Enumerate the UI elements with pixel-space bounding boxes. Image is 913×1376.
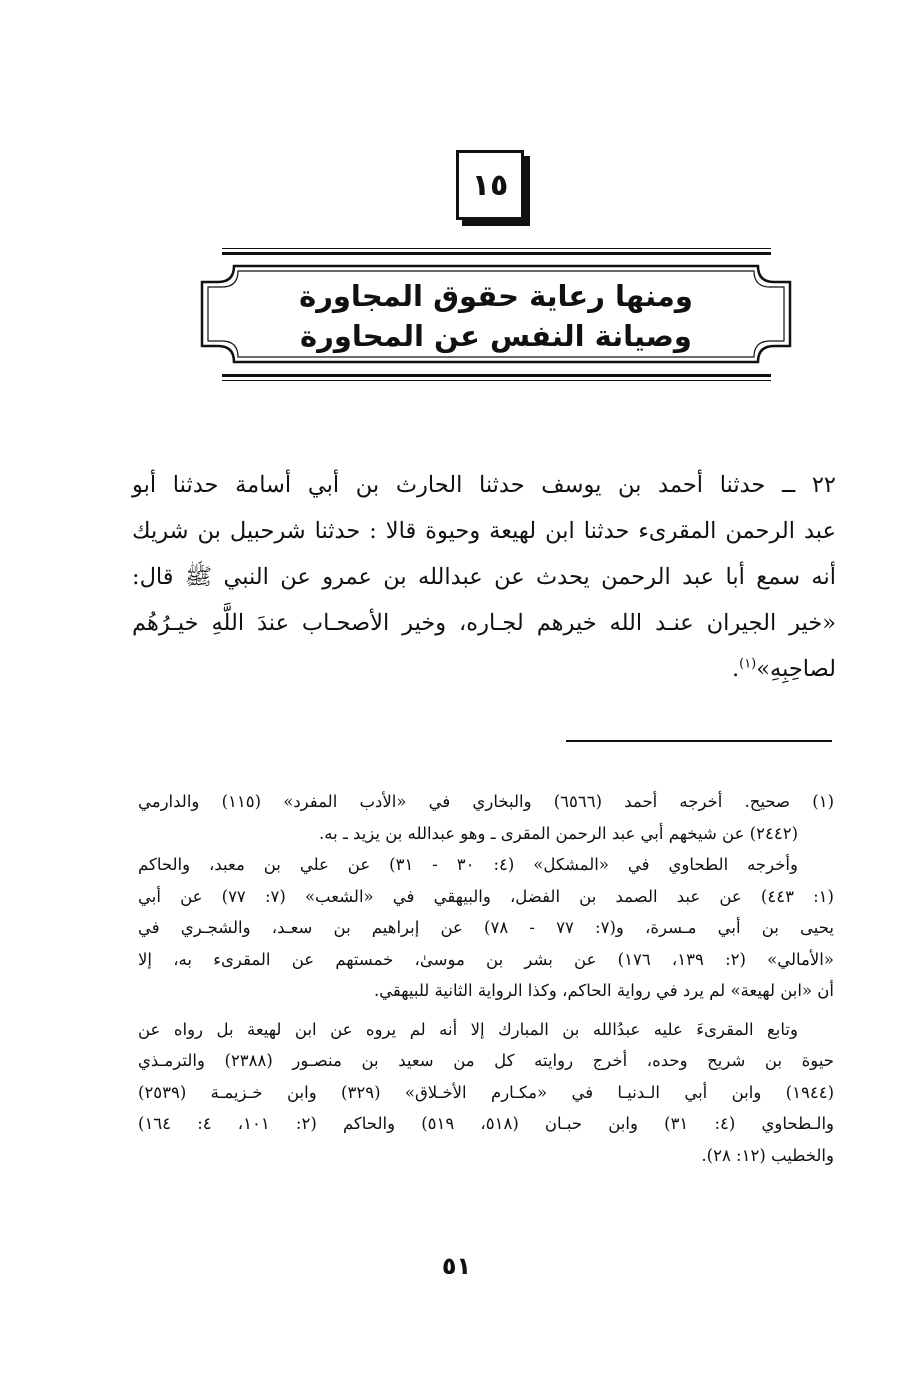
footnote-paragraph [138, 1014, 834, 1172]
footnote-line: (٢٤٤٢) عن شيخهم أبي عبد الرحمن المقرى ـ وهو عبدالله بن يزيد ـ به. [319, 823, 798, 843]
footnote-line: والخطيب (١٢: ٢٨). [701, 1145, 834, 1165]
footnote-line: (١٩٤٤) وابن أبي الـدنيـا في «مكـارم الأخـلاق» (٣٢٩) وابن خـزيمـة (٢٥٣٩) [138, 1082, 834, 1102]
title-top-rule-thin [222, 248, 771, 249]
footnote-line: وتابع المقرىءَ عليه عبدُالله بن المبارك إلا أنه لم يروه عن ابن لهيعة بل رواه عن [138, 1019, 798, 1039]
chapter-title-line-2: وصيانة النفس عن المحاورة [300, 319, 692, 353]
footnote-line: «الأمالي» (٢: ١٣٩، ١٧٦) عن بشر بن موسىٰ، خمستهم عن المقرىء به، إلا [138, 949, 834, 969]
footnote-line: حيوة بن شريح وحده، أخرج روايته كل من سعيد بن منصـور (٢٣٨٨) والترمـذي [138, 1051, 835, 1070]
hadith-line: عبد الرحمن المقرىء حدثنا ابن لهيعة وحيوة قالا : حدثنا شرحبيل بن شريك [132, 518, 836, 544]
footnote-separator [566, 740, 832, 742]
hadith-text [132, 462, 836, 692]
hadith-line: أنه سمع أبا عبد الرحمن يحدث عن عبدالله بن عمرو عن النبي ﷺ قال: [132, 564, 836, 590]
hadith-line: «خير الجيران عنـد الله خيرهم لجـاره، وخير الأصحـاب عندَ اللَّهِ خيـرُهُم [132, 610, 836, 636]
chapter-number-box [456, 150, 524, 220]
chapter-title-line-1: ومنها رعاية حقوق المجاورة [299, 279, 693, 313]
chapter-title [238, 276, 754, 356]
hadith-end-mark: . [731, 656, 740, 682]
chapter-number: ١٥ [471, 167, 509, 203]
footnote-line: أن «ابن لهيعة» لم يرد في رواية الحاكم، وكذا الرواية الثانية للبيهقي. [373, 981, 834, 1000]
footnote-line: وأخرجه الطحاوي في «المشكل» (٤: ٣٠ - ٣١) عن علي بن معبد، والحاكم [138, 855, 798, 874]
footnote-paragraph [138, 786, 834, 849]
footnote-line: (١) صحيح. أخرجه أحمد (٦٥٦٦) والبخاري في «الأدب المفرد» (١١٥) والدارمي [138, 792, 834, 811]
footnote-line: (١: ٤٤٣) عن عبد الصمد بن الفضل، والبيهقي في «الشعب» (٧: ٧٧) عن أبي [138, 886, 834, 906]
title-bottom-rule-thin [222, 380, 771, 381]
page-number: ٥١ [441, 1252, 472, 1280]
footnotes [138, 786, 834, 1171]
footnote-line: يحيى بن أبي مـسرة، و(٧: ٧٧ - ٧٨) عن إبراهيم بن سعـد، والشجـري في [138, 918, 834, 937]
title-top-rule-thick [222, 252, 771, 255]
hadith-line: ٢٢ ــ حدثنا أحمد بن يوسف حدثنا الحارث بن أبي أسامة حدثنا أبو [132, 472, 836, 498]
hadith-line: لصاحِبِهِ» [756, 656, 836, 682]
title-bottom-rule-thick [222, 374, 771, 377]
hadith-line-last [132, 646, 836, 692]
footnote-paragraph [138, 849, 834, 1007]
footnote-reference: (١) [739, 656, 757, 672]
footnote-line: والـطحاوي (٤: ٣١) وابن حبـان (٥١٨، ٥١٩) والحاكم (٢: ١٠١، ٤: ١٦٤) [138, 1114, 835, 1133]
title-frame [198, 262, 794, 366]
